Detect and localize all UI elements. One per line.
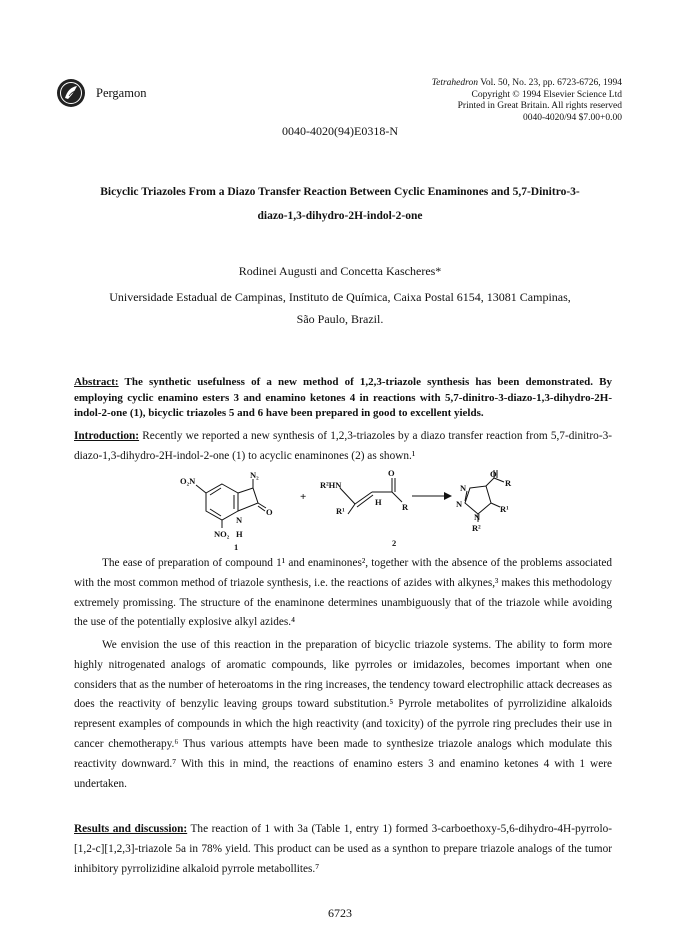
- product-n2: N: [456, 499, 463, 509]
- issn: 0040-4020/94 $7.00+0.00: [522, 112, 622, 123]
- results-text: The reaction of 1 with 3a (Table 1, entry 1) formed 3-carboethoxy-5,6-dihydro-4H-pyrrolo-[1,2-c][1,2,3]-triazole 5a in 78% yield. This product can be used as a synthon to prepare triazole analogs of the tumor inhibitory pyrrolizidine alkaloid pyrrole metabollites.⁷: [74, 823, 612, 875]
- label-o-ring: O: [266, 507, 273, 517]
- label-o2n: O₂N: [180, 476, 196, 486]
- abstract-text: The synthetic usefulness of a new method of 1,2,3-triazole synthesis has been demonstrated. By employing cyclic enamino esters 3 and enamino ketones 4 in reactions with 5,7-dinitro-3-diazo-1,3-dihydro-2H-indol-2-one (1), bicyclic triazoles 5 and 6 have been prepared in good to excellent yields.: [74, 376, 612, 419]
- paper-title: [80, 180, 600, 228]
- affiliation-line-1: Universidade Estadual de Campinas, Instituto de Química, Caixa Postal 6154, 13081 Campinas,: [109, 290, 571, 304]
- abstract-label: Abstract:: [74, 376, 119, 388]
- abstract: [74, 375, 612, 422]
- label-r: R: [402, 502, 409, 512]
- product-r: R: [505, 478, 512, 488]
- journal-volume: Vol. 50, No. 23, pp. 6723-6726, 1994: [477, 78, 622, 88]
- product-o: O: [490, 470, 497, 479]
- benzene-ring: [206, 484, 238, 520]
- label-no2: NO₂: [214, 529, 230, 539]
- title-line-1: Bicyclic Triazoles From a Diazo Transfer Reaction Between Cyclic Enaminones and 5,7-Dinitro-3-: [100, 186, 580, 198]
- product-n1: N: [460, 483, 467, 493]
- introduction: [74, 427, 612, 467]
- product-n3: N: [474, 512, 481, 522]
- paragraph-2-text: The ease of preparation of compound 1¹ and enaminones², together with the absence of the problems associated with the most common method of triazole synthesis, i.e. the reactions of azides with alkynes,³ makes this methodology extremely promissing. The structure of the enaminone determines unambiguously that of the triazole while avoiding the use of the potentially explosive alkyl azides.⁴: [74, 557, 612, 629]
- compound-2-label: 2: [392, 538, 397, 548]
- document-code: 0040-4020(94)E0318-N: [282, 124, 398, 138]
- paragraph-3: [74, 636, 612, 794]
- affiliation: [60, 286, 620, 330]
- plus-sign: +: [300, 491, 307, 503]
- journal-info: [322, 78, 622, 124]
- journal-name: Tetrahedron: [431, 78, 478, 88]
- authors: Rodinei Augusti and Concetta Kascheres*: [238, 264, 442, 278]
- intro-text: Recently we reported a new synthesis of 1,2,3-triazoles by a diazo transfer reaction from 5,7-dinitro-3-diazo-1,3-dihydro-2H-indol-2-one (1) to acyclic enaminones (2) as shown.¹: [74, 430, 612, 462]
- label-nh-h: H: [236, 529, 243, 539]
- label-r2hn: R²HN: [320, 480, 342, 490]
- intro-label: Introduction:: [74, 430, 140, 442]
- paragraph-2: [74, 554, 612, 633]
- reaction-scheme: [180, 470, 520, 552]
- label-h: H: [375, 497, 382, 507]
- label-r1: R¹: [336, 506, 345, 516]
- label-o-top: O: [388, 470, 395, 478]
- printed-note: Printed in Great Britain. All rights reserved: [457, 101, 622, 111]
- product-r2: R²: [472, 523, 481, 533]
- compound-1-label: 1: [234, 542, 239, 552]
- publisher-name: Pergamon: [96, 86, 147, 100]
- title-line-2: diazo-1,3-dihydro-2H-indol-2-one: [257, 210, 423, 222]
- publisher-logo: [56, 78, 86, 108]
- results-label: Results and discussion:: [74, 823, 188, 835]
- results-and-discussion: [74, 820, 612, 879]
- paragraph-3-text: We envision the use of this reaction in the preparation of bicyclic triazole systems. The ability to form more highly nitrogenated analogs of aromatic compounds, like pyrroles or imidazoles, becomes important when one considers that as the number of heteroatoms in the ring increases, the tendency toward electrophilic attack decreases as does the reactivity of benzylic leaving groups toward substitution.⁵ Pyrrole metabolites of pyrrolizidine alkaloids represent examples of compounds in which the high reactivity (and toxicity) of the pyrrole ring precludes their use in cancer chemotherapy.⁶ Thus various attempts have been made to synthesize triazole analogs which modulate this reactivity downward.⁷ With this in mind, the reactions of enamino esters 3 and enamino ketones 4 with 1 were undertaken.: [74, 639, 612, 790]
- reaction-arrowhead: [444, 492, 452, 500]
- label-n2: N₂: [250, 470, 259, 480]
- product-r1: R¹: [500, 504, 509, 514]
- label-nh-n: N: [236, 515, 243, 525]
- affiliation-line-2: São Paulo, Brazil.: [296, 312, 384, 326]
- page-number: 6723: [328, 906, 352, 920]
- copyright: Copyright © 1994 Elsevier Science Ltd: [471, 89, 622, 100]
